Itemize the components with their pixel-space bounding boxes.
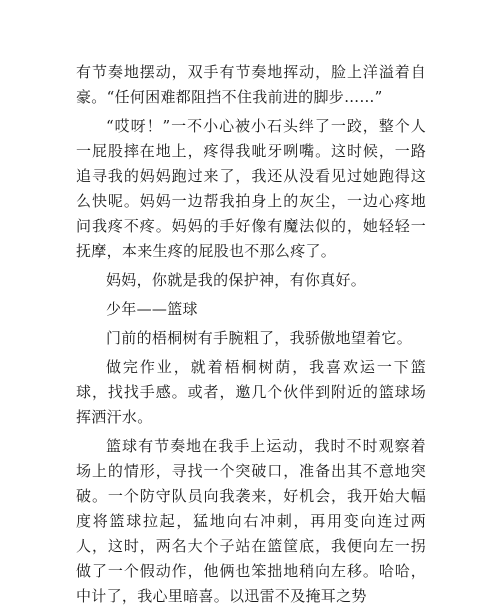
paragraph-1: 有节奏地摆动，双手有节奏地挥动，脸上洋溢着自豪。“任何困难都阻挡不住我前进的脚步……” — [76, 63, 426, 106]
paragraph-7: 篮球有节奏地在我手上运动，我时不时观察着场上的情形，寻找一个突破口，准备出其不意地突破。一个防守队员向我袭来，好机会，我开始大幅度将篮球拉起，猛地向右冲刺，再用变向连过两人，这时，两名大个子站在篮筐底，我便向左一拐做了一个假动作，他俩也笨拙地稍向左移。哈哈，中计了，我心里暗喜。以迅雷不及掩耳之势 — [76, 437, 426, 605]
paragraph-3: 妈妈，你就是我的保护神，有你真好。 — [106, 271, 367, 289]
article-body — [76, 60, 426, 613]
paragraph-6: 做完作业，就着梧桐树荫，我喜欢运一下篮球，找找手感。或者，邀几个伙伴到附近的篮球场挥洒汗水。 — [76, 358, 426, 426]
paragraph-5: 门前的梧桐树有手腕粗了，我骄傲地望着它。 — [106, 329, 413, 347]
section-heading: 少年——篮球 — [106, 300, 198, 318]
paragraph-2: “哎呀！”一不小心被小石头绊了一跤，整个人一屁股摔在地上，疼得我呲牙咧嘴。这时候，一路追寻我的妈妈跑过来了，我还从没看见过她跑得这么快呢。妈妈一边帮我拍身上的灰尘，一边心疼地问我疼不疼。妈妈的手好像有魔法似的，她轻轻一抚摩，本来生疼的屁股也不那么疼了。 — [76, 117, 426, 260]
